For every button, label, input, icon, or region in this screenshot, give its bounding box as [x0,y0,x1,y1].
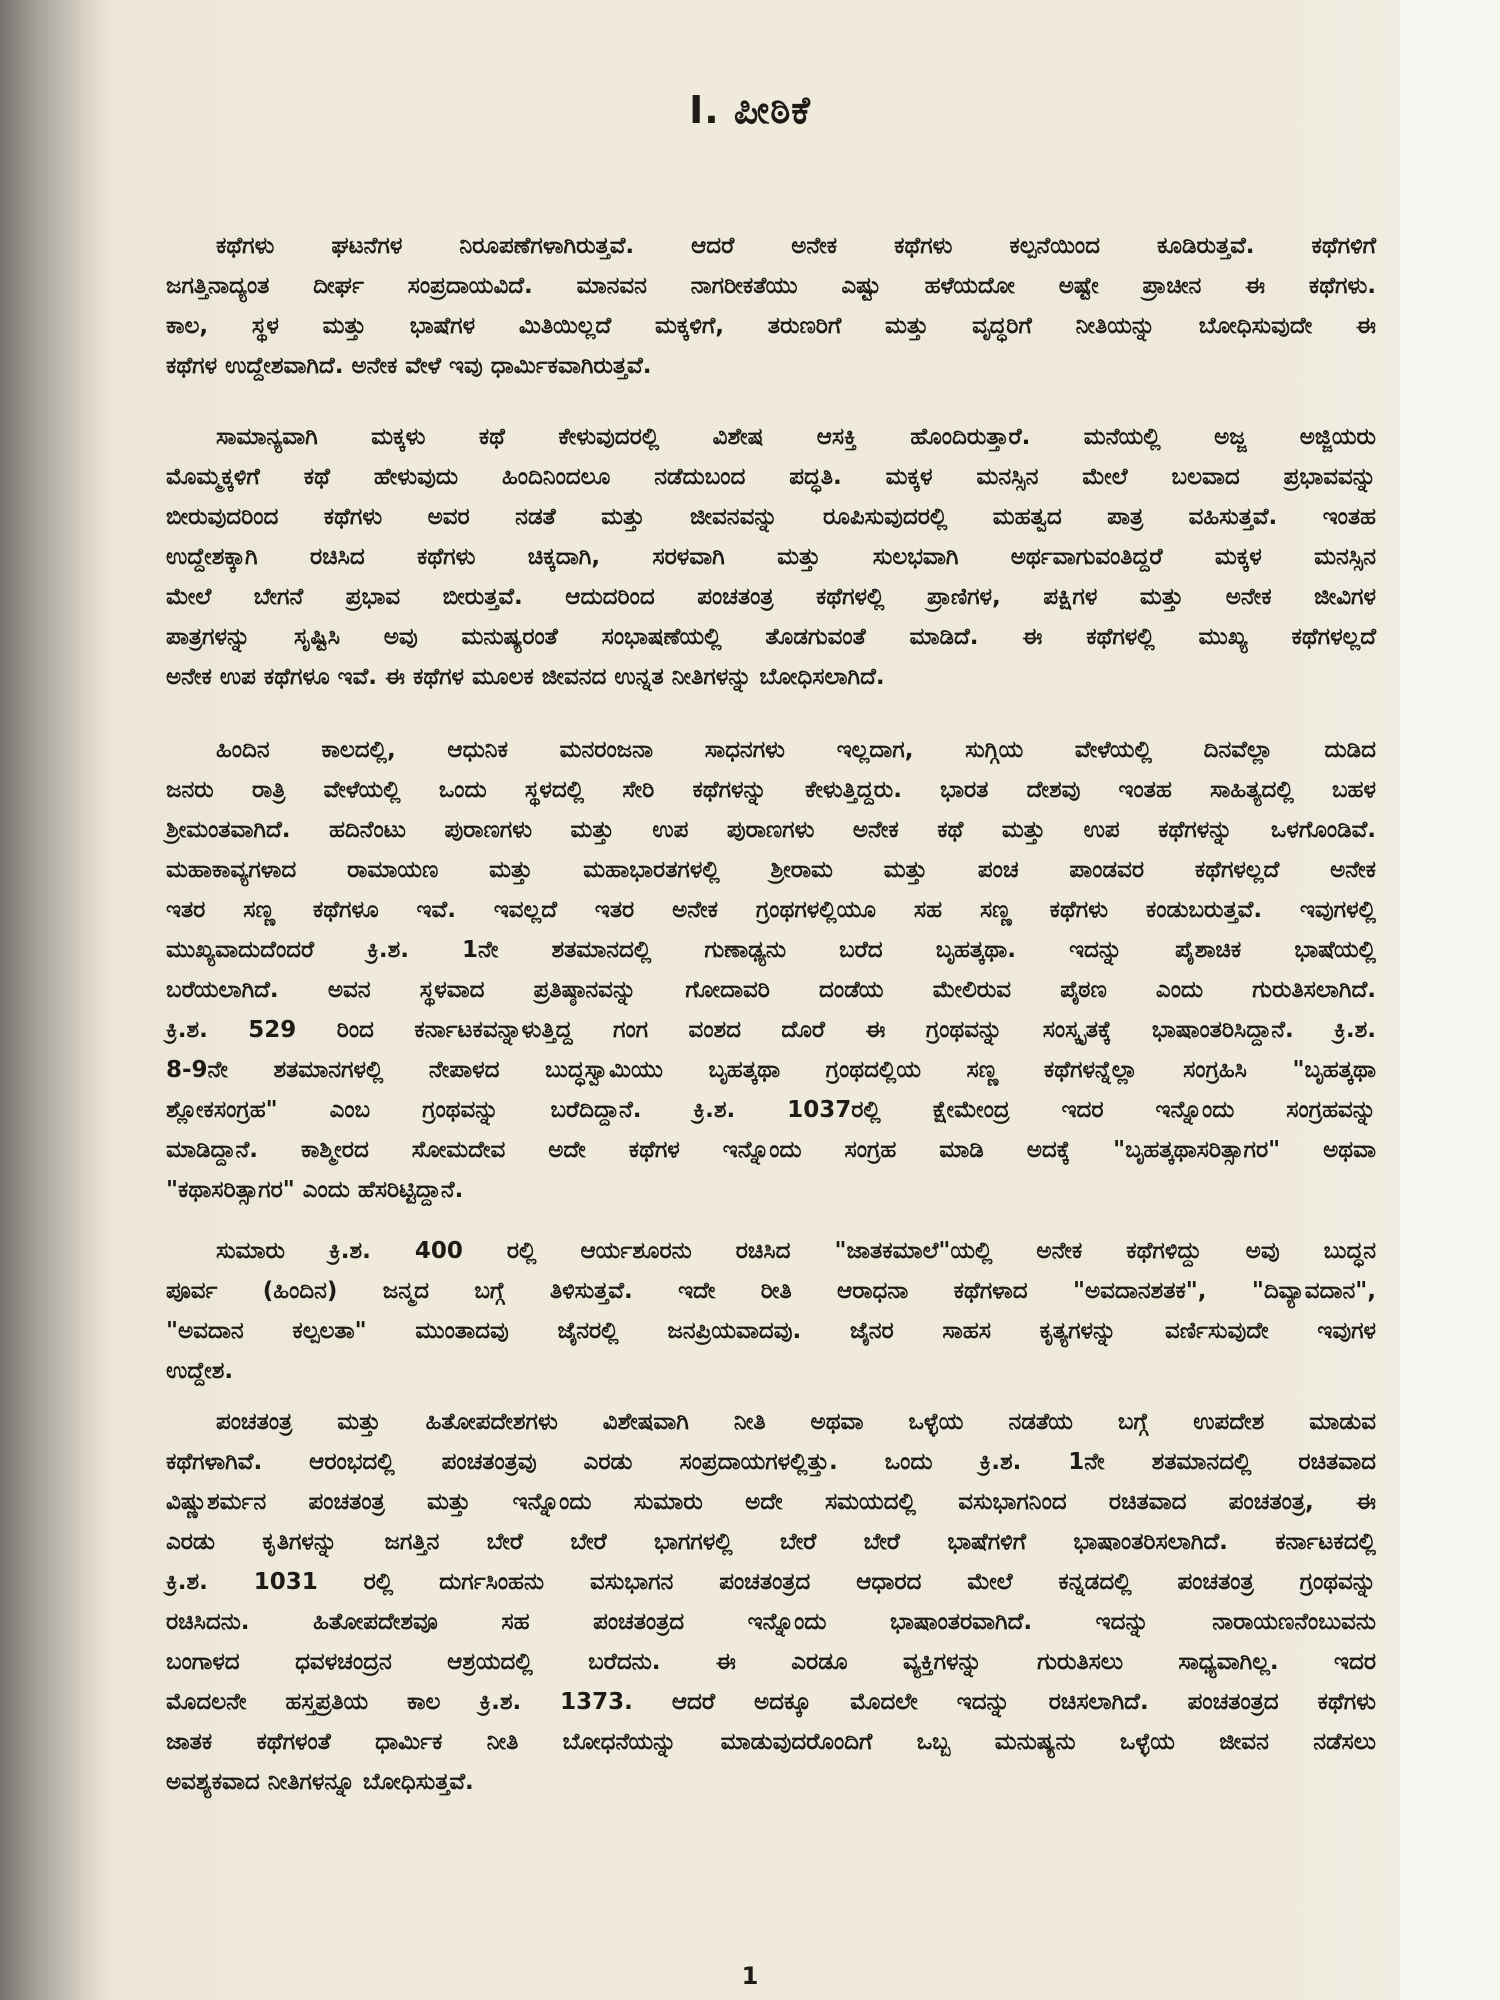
text-line: ಬೀರುವುದರಿಂದ ಕಥೆಗಳು ಅವರ ನಡತೆ ಮತ್ತು ಜೀವನವನ್ನು ರೂಪಿಸುವುದರಲ್ಲಿ ಮಹತ್ವದ ಪಾತ್ರ ವಹಿಸುತ್ತವೆ. ಇಂತಹ [166,504,1376,530]
text-line: ಜಗತ್ತಿನಾದ್ಯಂತ ದೀರ್ಘ ಸಂಪ್ರದಾಯವಿದೆ. ಮಾನವನ ನಾಗರೀಕತೆಯು ಎಷ್ಟು ಹಳೆಯದೋ ಅಷ್ಟೇ ಪ್ರಾಚೀನ ಈ ಕಥೆಗಳು. [166,273,1376,299]
chapter-title: I. ಪೀಠಿಕೆ [689,88,811,132]
paragraph-5 [166,1402,1376,1802]
text-line: ಅನೇಕ ಉಪ ಕಥೆಗಳೂ ಇವೆ. ಈ ಕಥೆಗಳ ಮೂಲಕ ಜೀವನದ ಉನ್ನತ ನೀತಿಗಳನ್ನು ಬೋಧಿಸಲಾಗಿದೆ. [166,664,885,690]
text-line: ಮೊಮ್ಮಕ್ಕಳಿಗೆ ಕಥೆ ಹೇಳುವುದು ಹಿಂದಿನಿಂದಲೂ ನಡೆದುಬಂದ ಪದ್ಧತಿ. ಮಕ್ಕಳ ಮನಸ್ಸಿನ ಮೇಲೆ ಬಲವಾದ ಪ್ರಭಾವವನ್ನು [166,464,1376,490]
paragraph-4 [166,1231,1376,1391]
text-line: ಉದ್ದೇಶ. [166,1358,234,1384]
text-line: ಜಾತಕ ಕಥೆಗಳಂತೆ ಧಾರ್ಮಿಕ ನೀತಿ ಬೋಧನೆಯನ್ನು ಮಾಡುವುದರೊಂದಿಗೆ ಒಬ್ಬ ಮನುಷ್ಯನು ಒಳ್ಳೆಯ ಜೀವನ ನಡೆಸಲು [166,1729,1376,1755]
text-line: ಬರೆಯಲಾಗಿದೆ. ಅವನ ಸ್ಥಳವಾದ ಪ್ರತಿಷ್ಠಾನವನ್ನು ಗೋದಾವರಿ ದಂಡೆಯ ಮೇಲಿರುವ ಪೈಠಣ ಎಂದು ಗುರುತಿಸಲಾಗಿದೆ. [166,977,1376,1003]
text-line: ಕಾಲ, ಸ್ಥಳ ಮತ್ತು ಭಾಷೆಗಳ ಮಿತಿಯಿಲ್ಲದೆ ಮಕ್ಕಳಿಗೆ, ತರುಣರಿಗೆ ಮತ್ತು ವೃದ್ಧರಿಗೆ ನೀತಿಯನ್ನು ಬೋಧಿಸುವುದೇ ಈ [166,313,1376,339]
text-line: ವಿಷ್ಣುಶರ್ಮನ ಪಂಚತಂತ್ರ ಮತ್ತು ಇನ್ನೊಂದು ಸುಮಾರು ಅದೇ ಸಮಯದಲ್ಲಿ ವಸುಭಾಗನಿಂದ ರಚಿತವಾದ ಪಂಚತಂತ್ರ, ಈ [166,1489,1376,1515]
text-line: 8-9ನೇ ಶತಮಾನಗಳಲ್ಲಿ ನೇಪಾಳದ ಬುದ್ಧಸ್ವಾಮಿಯು ಬೃಹತ್ಕಥಾ ಗ್ರಂಥದಲ್ಲಿಯ ಸಣ್ಣ ಕಥೆಗಳನ್ನೆಲ್ಲಾ ಸಂಗ್ರಹಿಸಿ "ಬೃಹತ್ಕಥಾ [166,1057,1376,1083]
paragraph-3 [166,730,1376,1210]
text-line: ಅವಶ್ಯಕವಾದ ನೀತಿಗಳನ್ನೂ ಬೋಧಿಸುತ್ತವೆ. [166,1769,474,1795]
paragraph-2 [166,417,1376,697]
text-line: ರಚಿಸಿದನು. ಹಿತೋಪದೇಶವೂ ಸಹ ಪಂಚತಂತ್ರದ ಇನ್ನೊಂದು ಭಾಷಾಂತರವಾಗಿದೆ. ಇದನ್ನು ನಾರಾಯಣನೆಂಬುವನು [166,1609,1376,1635]
text-line: ಕ್ರಿ.ಶ. 529 ರಿಂದ ಕರ್ನಾಟಕವನ್ನಾಳುತ್ತಿದ್ದ ಗಂಗ ವಂಶದ ದೊರೆ ಈ ಗ್ರಂಥವನ್ನು ಸಂಸ್ಕೃತಕ್ಕೆ ಭಾಷಾಂತರಿಸಿದ್ದಾನೆ. ಕ್ರಿ.ಶ. [166,1017,1376,1043]
text-line: "ಕಥಾಸರಿತ್ಸಾಗರ" ಎಂದು ಹೆಸರಿಟ್ಟಿದ್ದಾನೆ. [166,1177,464,1203]
text-line: ಪೂರ್ವ (ಹಿಂದಿನ) ಜನ್ಮದ ಬಗ್ಗೆ ತಿಳಿಸುತ್ತವೆ. ಇದೇ ರೀತಿ ಆರಾಧನಾ ಕಥೆಗಳಾದ "ಅವದಾನಶತಕ", "ದಿವ್ಯಾವದಾನ", [166,1278,1376,1304]
text-line: ಹಿಂದಿನ ಕಾಲದಲ್ಲಿ, ಆಧುನಿಕ ಮನರಂಜನಾ ಸಾಧನಗಳು ಇಲ್ಲದಾಗ, ಸುಗ್ಗಿಯ ವೇಳೆಯಲ್ಲಿ ದಿನವೆಲ್ಲಾ ದುಡಿದ [216,737,1376,763]
text-line: ಸುಮಾರು ಕ್ರಿ.ಶ. 400 ರಲ್ಲಿ ಆರ್ಯಶೂರನು ರಚಿಸಿದ "ಜಾತಕಮಾಲೆ"ಯಲ್ಲಿ ಅನೇಕ ಕಥೆಗಳಿದ್ದು ಅವು ಬುದ್ಧನ [216,1238,1376,1264]
text-line: ಕ್ರಿ.ಶ. 1031 ರಲ್ಲಿ ದುರ್ಗಸಿಂಹನು ವಸುಭಾಗನ ಪಂಚತಂತ್ರದ ಆಧಾರದ ಮೇಲೆ ಕನ್ನಡದಲ್ಲಿ ಪಂಚತಂತ್ರ ಗ್ರಂಥವನ್ನು [166,1569,1376,1595]
text-line: ಮುಖ್ಯವಾದುದೆಂದರೆ ಕ್ರಿ.ಶ. 1ನೇ ಶತಮಾನದಲ್ಲಿ ಗುಣಾಢ್ಯನು ಬರೆದ ಬೃಹತ್ಕಥಾ. ಇದನ್ನು ಪೈಶಾಚಿಕ ಭಾಷೆಯಲ್ಲಿ [166,937,1376,963]
text-line: ಶ್ಲೋಕಸಂಗ್ರಹ" ಎಂಬ ಗ್ರಂಥವನ್ನು ಬರೆದಿದ್ದಾನೆ. ಕ್ರಿ.ಶ. 1037ರಲ್ಲಿ ಕ್ಷೇಮೇಂದ್ರ ಇದರ ಇನ್ನೊಂದು ಸಂಗ್ರಹವನ್ನು [166,1097,1376,1123]
text-line: ಕಥೆಗಳ ಉದ್ದೇಶವಾಗಿದೆ. ಅನೇಕ ವೇಳೆ ಇವು ಧಾರ್ಮಿಕವಾಗಿರುತ್ತವೆ. [166,353,652,379]
text-line: ಪಂಚತಂತ್ರ ಮತ್ತು ಹಿತೋಪದೇಶಗಳು ವಿಶೇಷವಾಗಿ ನೀತಿ ಅಥವಾ ಒಳ್ಳೆಯ ನಡತೆಯ ಬಗ್ಗೆ ಉಪದೇಶ ಮಾಡುವ [216,1409,1376,1435]
text-line: ಪಾತ್ರಗಳನ್ನು ಸೃಷ್ಟಿಸಿ ಅವು ಮನುಷ್ಯರಂತೆ ಸಂಭಾಷಣೆಯಲ್ಲಿ ತೊಡಗುವಂತೆ ಮಾಡಿದೆ. ಈ ಕಥೆಗಳಲ್ಲಿ ಮುಖ್ಯ ಕಥೆಗಳಲ್ಲದೆ [166,624,1376,650]
paragraph-1 [166,226,1376,386]
text-line: ಎರಡು ಕೃತಿಗಳನ್ನು ಜಗತ್ತಿನ ಬೇರೆ ಬೇರೆ ಭಾಗಗಳಲ್ಲಿ ಬೇರೆ ಬೇರೆ ಭಾಷೆಗಳಿಗೆ ಭಾಷಾಂತರಿಸಲಾಗಿದೆ. ಕರ್ನಾಟಕದಲ್ಲಿ [166,1529,1376,1555]
text-line: ಮೊದಲನೇ ಹಸ್ತಪ್ರತಿಯ ಕಾಲ ಕ್ರಿ.ಶ. 1373. ಆದರೆ ಅದಕ್ಕೂ ಮೊದಲೇ ಇದನ್ನು ರಚಿಸಲಾಗಿದೆ. ಪಂಚತಂತ್ರದ ಕಥೆಗಳು [166,1689,1376,1715]
text-line: ಶ್ರೀಮಂತವಾಗಿದೆ. ಹದಿನೆಂಟು ಪುರಾಣಗಳು ಮತ್ತು ಉಪ ಪುರಾಣಗಳು ಅನೇಕ ಕಥೆ ಮತ್ತು ಉಪ ಕಥೆಗಳನ್ನು ಒಳಗೊಂಡಿವೆ. [166,817,1376,843]
text-line: ಇತರ ಸಣ್ಣ ಕಥೆಗಳೂ ಇವೆ. ಇವಲ್ಲದೆ ಇತರ ಅನೇಕ ಗ್ರಂಥಗಳಲ್ಲಿಯೂ ಸಹ ಸಣ್ಣ ಕಥೆಗಳು ಕಂಡುಬರುತ್ತವೆ. ಇವುಗಳಲ್ಲಿ [166,897,1376,923]
text-line: ಮಹಾಕಾವ್ಯಗಳಾದ ರಾಮಾಯಣ ಮತ್ತು ಮಹಾಭಾರತಗಳಲ್ಲಿ ಶ್ರೀರಾಮ ಮತ್ತು ಪಂಚ ಪಾಂಡವರ ಕಥೆಗಳಲ್ಲದೆ ಅನೇಕ [166,857,1376,883]
text-line: ಸಾಮಾನ್ಯವಾಗಿ ಮಕ್ಕಳು ಕಥೆ ಕೇಳುವುದರಲ್ಲಿ ವಿಶೇಷ ಆಸಕ್ತಿ ಹೊಂದಿರುತ್ತಾರೆ. ಮನೆಯಲ್ಲಿ ಅಜ್ಜ ಅಜ್ಜಿಯರು [216,424,1376,450]
text-line: ಉದ್ದೇಶಕ್ಕಾಗಿ ರಚಿಸಿದ ಕಥೆಗಳು ಚಿಕ್ಕದಾಗಿ, ಸರಳವಾಗಿ ಮತ್ತು ಸುಲಭವಾಗಿ ಅರ್ಥವಾಗುವಂತಿದ್ದರೆ ಮಕ್ಕಳ ಮನಸ್ಸಿನ [166,544,1376,570]
text-line: "ಅವದಾನ ಕಲ್ಪಲತಾ" ಮುಂತಾದವು ಜೈನರಲ್ಲಿ ಜನಪ್ರಿಯವಾದವು. ಜೈನರ ಸಾಹಸ ಕೃತ್ಯಗಳನ್ನು ವರ್ಣಿಸುವುದೇ ಇವುಗಳ [166,1318,1376,1344]
text-line: ಕಥೆಗಳು ಘಟನೆಗಳ ನಿರೂಪಣೆಗಳಾಗಿರುತ್ತವೆ. ಆದರೆ ಅನೇಕ ಕಥೆಗಳು ಕಲ್ಪನೆಯಿಂದ ಕೂಡಿರುತ್ತವೆ. ಕಥೆಗಳಿಗೆ [216,233,1376,259]
page-number: 1 [741,1962,759,1990]
text-line: ಜನರು ರಾತ್ರಿ ವೇಳೆಯಲ್ಲಿ ಒಂದು ಸ್ಥಳದಲ್ಲಿ ಸೇರಿ ಕಥೆಗಳನ್ನು ಕೇಳುತ್ತಿದ್ದರು. ಭಾರತ ದೇಶವು ಇಂತಹ ಸಾಹಿತ್ಯದಲ್ಲಿ ಬಹಳ [166,777,1376,803]
text-line: ಕಥೆಗಳಾಗಿವೆ. ಆರಂಭದಲ್ಲಿ ಪಂಚತಂತ್ರವು ಎರಡು ಸಂಪ್ರದಾಯಗಳಲ್ಲಿತ್ತು. ಒಂದು ಕ್ರಿ.ಶ. 1ನೇ ಶತಮಾನದಲ್ಲಿ ರಚಿತವಾದ [166,1449,1376,1475]
text-line: ಮಾಡಿದ್ದಾನೆ. ಕಾಶ್ಮೀರದ ಸೋಮದೇವ ಅದೇ ಕಥೆಗಳ ಇನ್ನೊಂದು ಸಂಗ್ರಹ ಮಾಡಿ ಅದಕ್ಕೆ "ಬೃಹತ್ಕಥಾಸರಿತ್ಸಾಗರ" ಅಥವಾ [166,1137,1376,1163]
text-line: ಮೇಲೆ ಬೇಗನೆ ಪ್ರಭಾವ ಬೀರುತ್ತವೆ. ಆದುದರಿಂದ ಪಂಚತಂತ್ರ ಕಥೆಗಳಲ್ಲಿ ಪ್ರಾಣಿಗಳ, ಪಕ್ಷಿಗಳ ಮತ್ತು ಅನೇಕ ಜೀವಿಗಳ [166,584,1376,610]
text-line: ಬಂಗಾಳದ ಧವಳಚಂದ್ರನ ಆಶ್ರಯದಲ್ಲಿ ಬರೆದನು. ಈ ಎರಡೂ ವ್ಯಕ್ತಿಗಳನ್ನು ಗುರುತಿಸಲು ಸಾಧ್ಯವಾಗಿಲ್ಲ. ಇದರ [166,1649,1376,1675]
